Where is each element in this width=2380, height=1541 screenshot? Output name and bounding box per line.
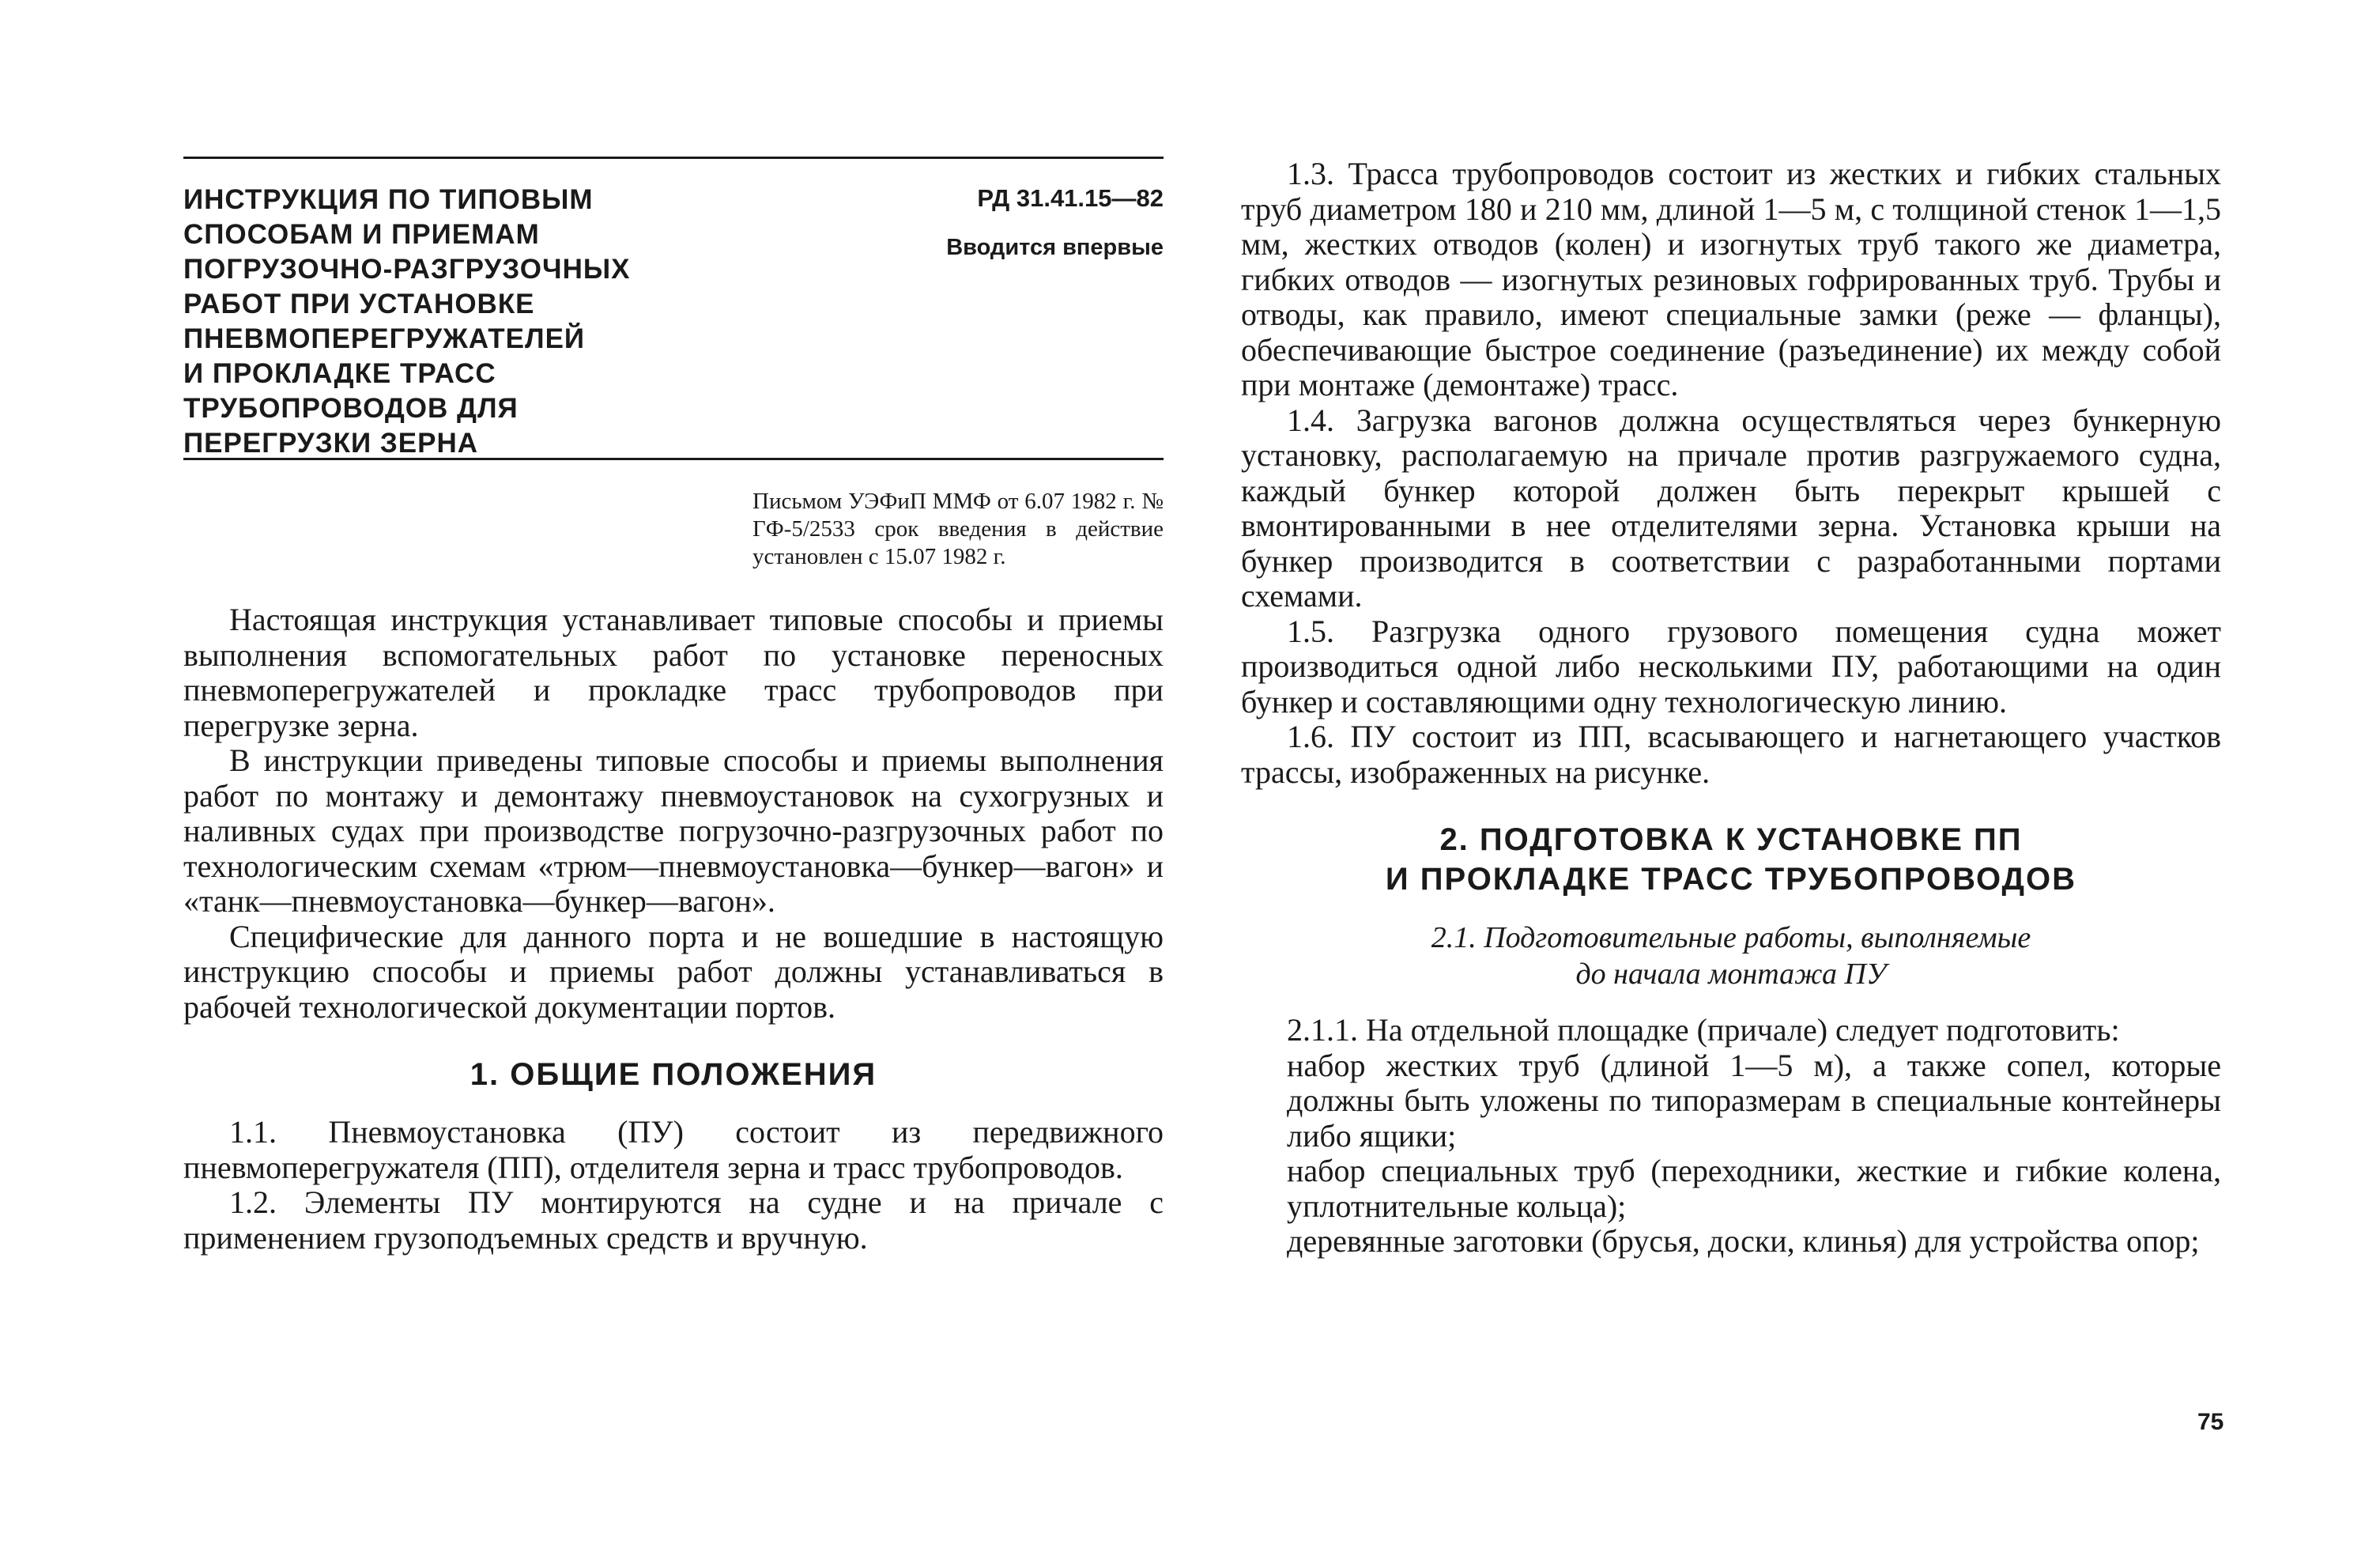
list-item: деревянные заготовки (брусья, доски, клинья) для устройства опор; [1287, 1223, 2200, 1259]
title-line: СПОСОБАМ И ПРИЕМАМ [183, 219, 540, 250]
section-paragraph: 1.6. ПУ состоит из ПП, всасывающего и нагнетающего участков трассы, изображенных на рисунке. [1241, 719, 2221, 790]
document-header [183, 159, 1164, 458]
intro-paragraph: Настоящая инструкция устанавливает типовые способы и приемы выполнения вспомогательных работ по установке переносных пневмоперегружателей и прокладке трасс трубопроводов при перегрузке зерна. [183, 602, 1164, 743]
intro-paragraph: Специфические для данного порта и не вошедшие в настоящую инструкцию способы и приемы работ должны устанавливаться в рабочей технологической документации портов. [183, 918, 1164, 1025]
section-1-heading: 1. ОБЩИЕ ПОЛОЖЕНИЯ [470, 1057, 877, 1092]
page-number: 75 [2197, 1409, 2224, 1435]
subsection-2-1-heading [1241, 920, 2221, 992]
subsection-lead: 2.1.1. На отдельной площадке (причале) следует подготовить: [1287, 1012, 2120, 1048]
right-column [1241, 157, 2221, 1260]
section-paragraph: 1.5. Разгрузка одного грузового помещения судна может производиться одной либо несколькими ПУ, работающими на один бункер и составляющими одну технологическую линию. [1241, 613, 2221, 720]
section-2-heading [1241, 820, 2221, 899]
title-line: ИНСТРУКЦИЯ ПО ТИПОВЫМ [183, 184, 594, 215]
section-paragraph: 1.2. Элементы ПУ монтируются на судне и на причале с применением грузоподъемных средств и вручную. [183, 1184, 1164, 1256]
subsection-heading-line: до начала монтажа ПУ [1575, 957, 1887, 991]
title-line: ТРУБОПРОВОДОВ ДЛЯ [183, 393, 519, 424]
section-paragraph: 1.1. Пневмоустановка (ПУ) состоит из передвижного пневмоперегружателя (ПП), отделителя зерна и трасс трубопроводов. [183, 1114, 1164, 1185]
document-title [183, 183, 697, 461]
list-item: набор специальных труб (переходники, жесткие и гибкие колена, уплотнительные кольца); [1287, 1153, 2221, 1224]
document-code: РД 31.41.15—82 [977, 184, 1164, 212]
approval-note: Письмом УЭФиП ММФ от 6.07 1982 г. № ГФ-5/2533 срок введения в действие установлен с 15.07 1982 г. [752, 489, 1164, 569]
left-column [183, 157, 1164, 1256]
section-2-heading-line: И ПРОКЛАДКЕ ТРАСС ТРУБОПРОВОДОВ [1385, 862, 2077, 897]
intro-paragraph: В инструкции приведены типовые способы и приемы выполнения работ по монтажу и демонтажу пневмоустановок на сухогрузных и наливных судах при производстве погрузочно-разгрузочных работ по технологическим схемам «трюм—пневмоустановка—бункер—вагон» и «танк—пневмоустановка—бункер—вагон». [183, 742, 1164, 919]
title-line: ПНЕВМОПЕРЕГРУЖАТЕЛЕЙ [183, 323, 586, 354]
section-paragraph: 1.3. Трасса трубопроводов состоит из жестких и гибких стальных труб диаметром 180 и 210 мм, длиной 1—5 м, с толщиной стенок 1—1,5 мм, жестких отводов (колен) и изогнутых труб такого же диаметра, гибких отводов — изогнутых резиновых гофрированных труб. Трубы и отводы, как правило, имеют специальные замки (реже — фланцы), обеспечивающие быстрое соединение (разъединение) их между собой при монтаже (демонтаже) трасс. [1241, 156, 2221, 402]
section-paragraph: 1.4. Загрузка вагонов должна осуществляться через бункерную установку, располагаемую на причале против разгружаемого судна, каждый бункер которой должен быть перекрыт крышей с вмонтированными в нее отделителями зерна. Установка крыши на бункер производится в соответствии с разработанными портами схемами. [1241, 402, 2221, 614]
subsection-heading-line: 2.1. Подготовительные работы, выполняемые [1431, 921, 2031, 954]
list-item: набор жестких труб (длиной 1—5 м), а также сопел, которые должны быть уложены по типоразмерам в специальные контейнеры либо ящики; [1287, 1047, 2221, 1154]
title-line: И ПРОКЛАДКЕ ТРАСС [183, 358, 496, 389]
section-2-heading-line: 2. ПОДГОТОВКА К УСТАНОВКЕ ПП [1439, 822, 2023, 857]
introduction-status: Вводится впервые [946, 235, 1164, 260]
header-bottom-rule [183, 458, 1164, 460]
title-line: ПОГРУЗОЧНО-РАЗГРУЗОЧНЫХ [183, 254, 631, 285]
title-line: РАБОТ ПРИ УСТАНОВКЕ [183, 289, 535, 319]
title-line: ПЕРЕГРУЗКИ ЗЕРНА [183, 428, 479, 459]
